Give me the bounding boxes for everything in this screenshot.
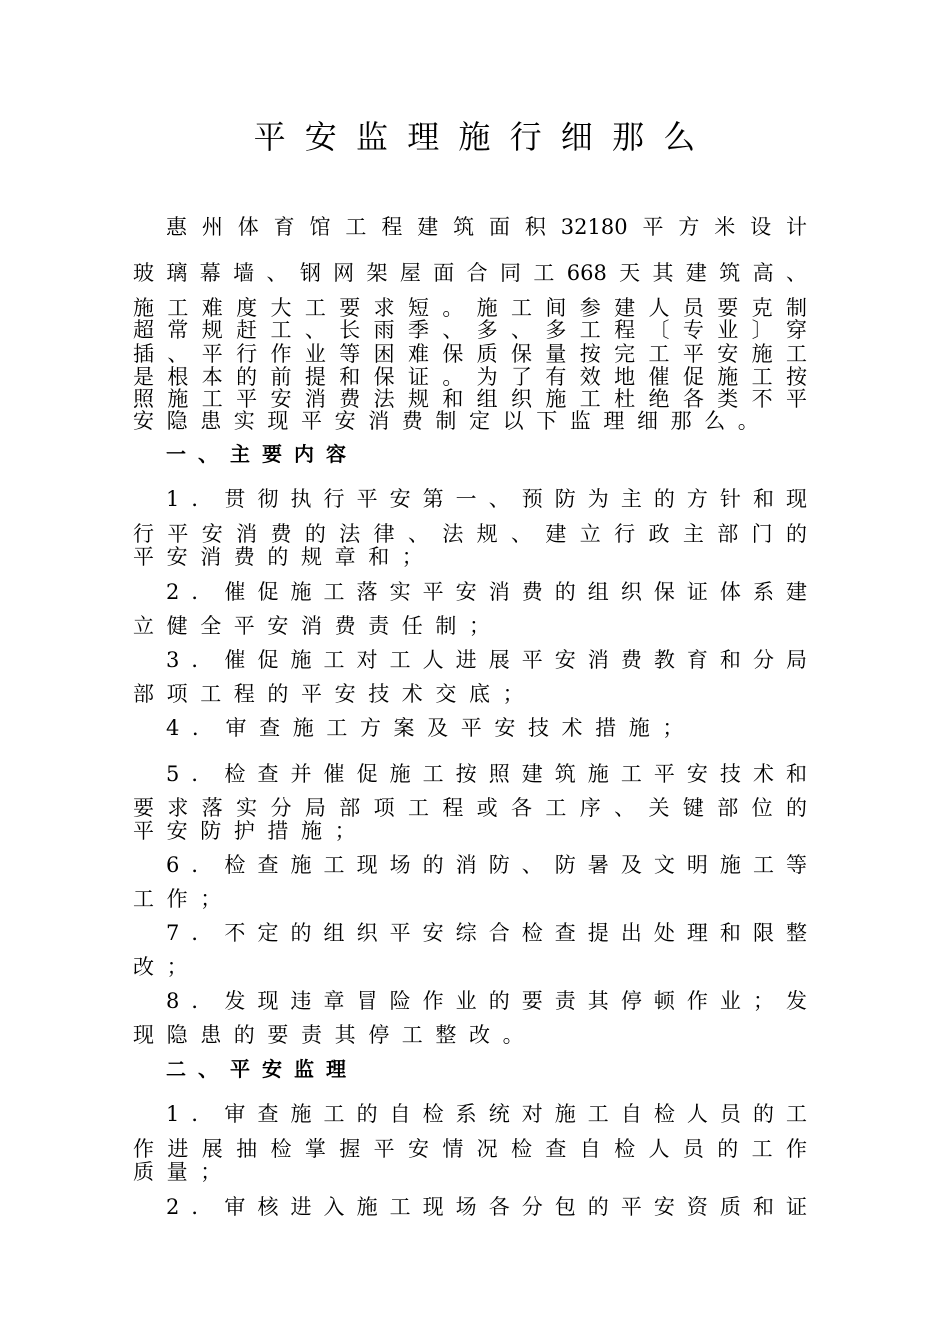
- intro-line: 施工难度大工要求短。施工间参建人员要克制: [133, 296, 807, 320]
- intro-line: 是根本的前提和保证。为了有效地催促施工按: [133, 365, 807, 389]
- intro-line: 超常规赶工、长雨季、多、多工程〔专业〕穿: [133, 318, 807, 342]
- section-heading: 二、平安监理: [166, 1057, 358, 1081]
- list-item-line: 行平安消费的法律、法规、建立行政主部门的: [133, 522, 807, 546]
- list-item-line: 7．不定的组织平安综合检查提出处理和限整: [166, 921, 807, 945]
- list-item-line: 要求落实分局部项工程或各工序、关键部位的: [133, 796, 807, 820]
- intro-line: 玻璃幕墙、钢网架屋面合同工668天其建筑高、: [133, 261, 807, 285]
- section-heading: 一、主要内容: [166, 442, 358, 466]
- list-item-line: 工作；: [133, 887, 234, 911]
- list-item-line: 5．检查并催促施工按照建筑施工平安技术和: [166, 762, 807, 786]
- intro-line: 安隐患实现平安消费制定以下监理细那么。: [133, 409, 772, 433]
- list-item-line: 作进展抽检掌握平安情况检查自检人员的工作: [133, 1137, 807, 1161]
- list-item-line: 改；: [133, 955, 201, 979]
- list-item-line: 立健全平安消费责任制；: [133, 614, 503, 638]
- list-item-line: 3．催促施工对工人进展平安消费教育和分局: [166, 648, 807, 672]
- list-item-line: 8．发现违章冒险作业的要责其停顿作业；发: [166, 989, 807, 1013]
- intro-line: 插、平行作业等困难保质保量按完工平安施工: [133, 342, 807, 366]
- intro-line: 惠州体育馆工程建筑面积32180平方米设计: [166, 215, 807, 239]
- list-item-line: 1．贯彻执行平安第一、预防为主的方针和现: [166, 487, 807, 511]
- list-item-line: 质量；: [133, 1160, 234, 1184]
- list-item-line: 2．催促施工落实平安消费的组织保证体系建: [166, 580, 807, 604]
- document-title: 平安监理施行细那么: [253, 118, 715, 156]
- list-item-line: 1．审查施工的自检系统对施工自检人员的工: [166, 1102, 807, 1126]
- intro-line: 照施工平安消费法规和组织施工杜绝各类不平: [133, 387, 807, 411]
- list-item-line: 平安消费的规章和；: [133, 545, 436, 569]
- list-item-line: 4．审查施工方案及平安技术措施；: [166, 716, 696, 740]
- list-item-line: 2．审核进入施工现场各分包的平安资质和证: [166, 1195, 807, 1219]
- list-item-line: 6．检查施工现场的消防、防暑及文明施工等: [166, 853, 807, 877]
- list-item-line: 现隐患的要责其停工整改。: [133, 1023, 537, 1047]
- list-item-line: 部项工程的平安技术交底；: [133, 682, 537, 706]
- list-item-line: 平安防护措施；: [133, 819, 369, 843]
